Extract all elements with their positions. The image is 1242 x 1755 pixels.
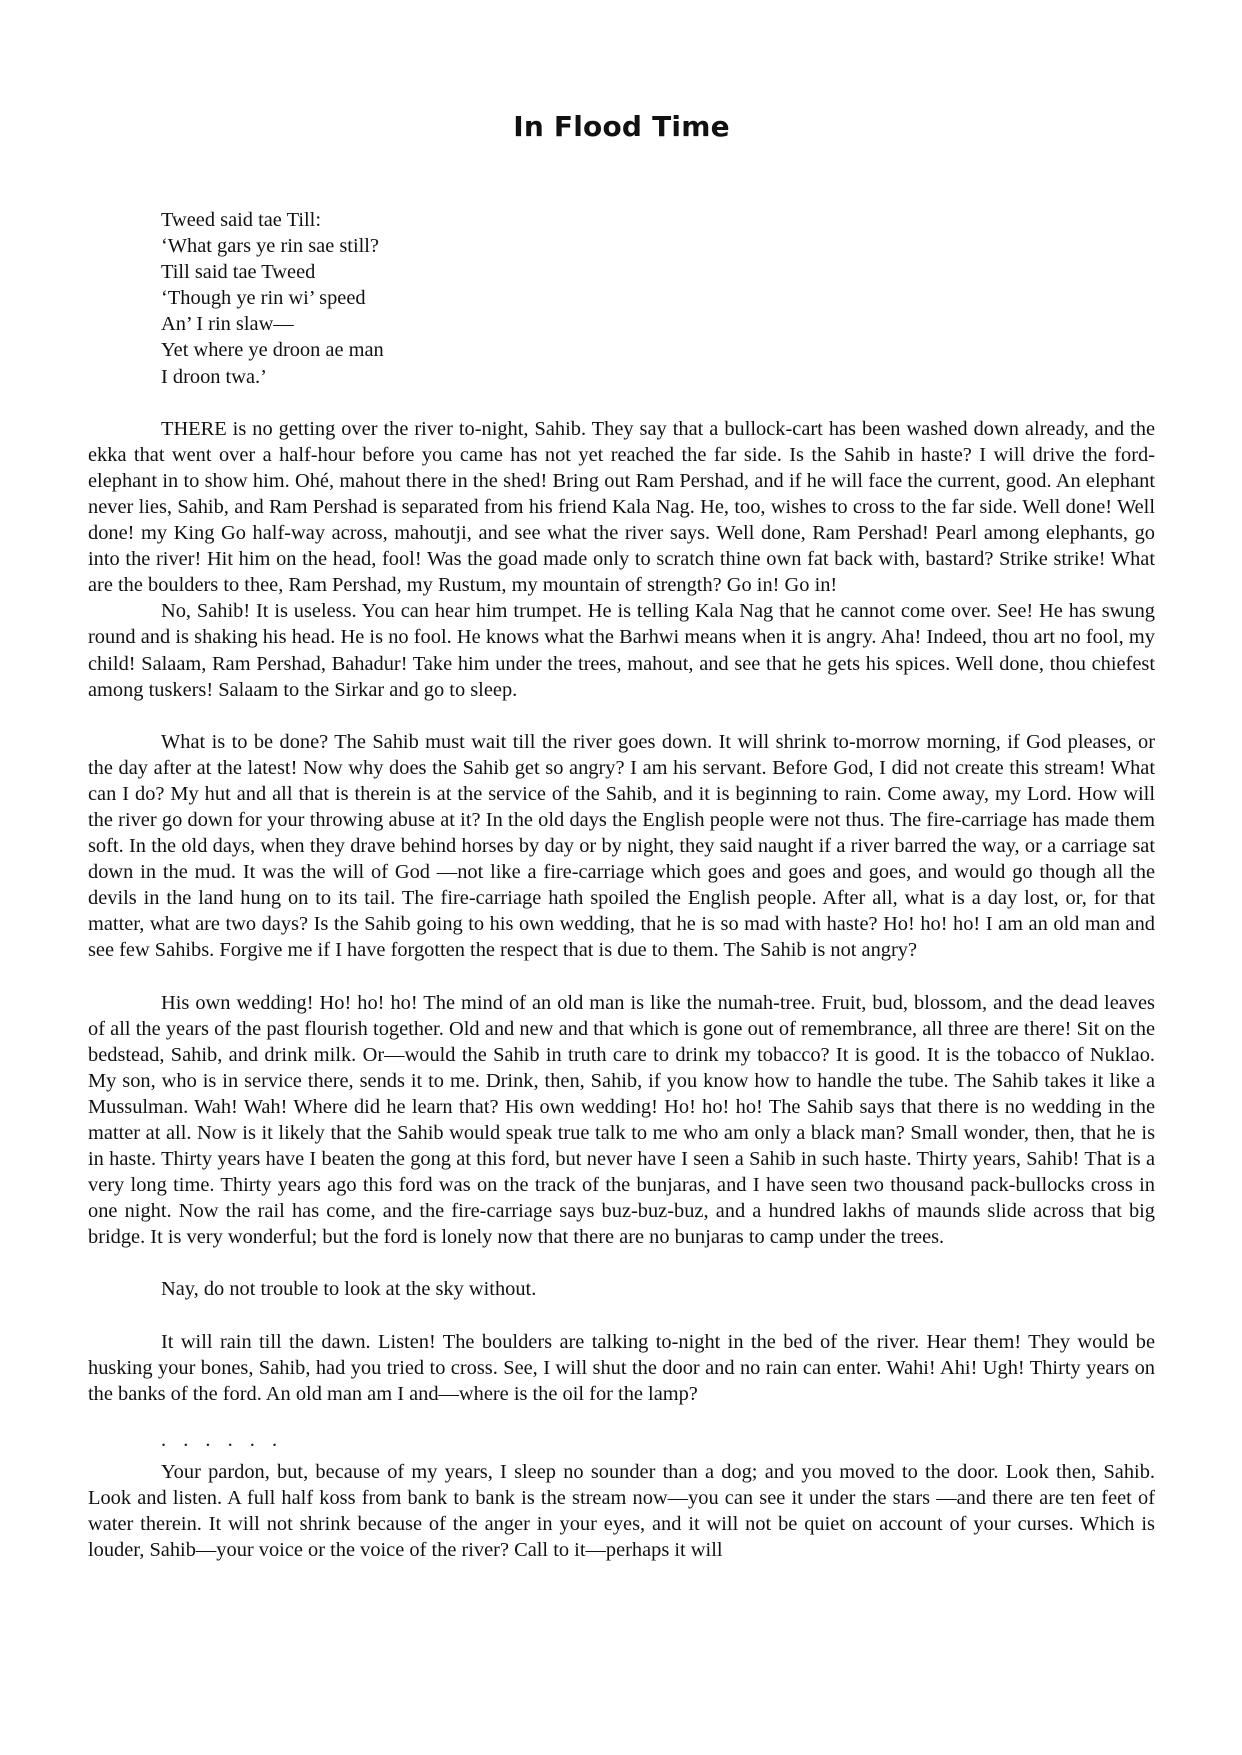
verse-line: An’ I rin slaw— xyxy=(161,313,294,336)
chapter-body xyxy=(88,207,1155,1563)
verse-line: ‘What gars ye rin sae still? xyxy=(161,235,379,258)
paragraph: It will rain till the dawn. Listen! The boulders are talking to-night in the bed of the river. Hear them! They would be husking your bones, Sahib, had you tried to cross. See, I will shut the door and no rain can enter. Wahi! Ahi! Ugh! Thirty years on the banks of the ford. An old man am I and—where is the oil for the lamp? xyxy=(88,1330,1155,1405)
paragraph: His own wedding! Ho! ho! ho! The mind of an old man is like the numah-tree. Fruit, bud, blossom, and the dead leaves of all the years of the past flourish together. Old and new and that which is gone out of remembrance, all three are there! Sit on the bedstead, Sahib, and drink milk. Or—would the Sahib in truth care to drink my tobacco? It is good. It is the tobacco of Nuklao. My son, who is in service there, sends it to me. Drink, then, Sahib, if you know how to handle the tube. The Sahib takes it like a Mussulman. Wah! Wah! Where did he learn that? His own wedding! Ho! ho! ho! The Sahib says that there is no wedding in the matter at all. Now is it likely that the Sahib would speak true talk to me who am only a black man? Small wonder, then, that he is in haste. Thirty years have I beaten the gong at this ford, but never have I seen a Sahib in such haste. Thirty years, Sahib! That is a very long time. Thirty years ago this ford was on the track of the bunjaras, and I have seen two thousand pack-bullocks cross in one night. Now the rail has come, and the fire-carriage says buz-buz-buz, and a hundred lakhs of maunds slide across that big bridge. It is very wonderful; but the ford is lonely now that there are no bunjaras to camp under the trees. xyxy=(88,991,1155,1249)
paragraph-gap xyxy=(88,1250,1155,1276)
verse-line: ‘Though ye rin wi’ speed xyxy=(161,287,366,310)
verse-line: Tweed said tae Till: xyxy=(161,209,321,231)
paragraph: What is to be done? The Sahib must wait till the river goes down. It will shrink to-morrow morning, if God pleases, or the day after at the latest! Now why does the Sahib get so angry? I am his servant. Before God, I did not create this stream! What can I do? My hut and all that is therein is at the service of the Sahib, and it is beginning to rain. Come away, my Lord. How will the river go down for your throwing abuse at it? In the old days the English people were not thus. The fire-carriage has made them soft. In the old days, when they drave behind horses by day or by night, they said naught if a river barred the way, or a carriage sat down in the mud. It was the will of God —not like a fire-carriage which goes and goes and goes, and would go though all the devils in the land hung on to its tail. The fire-carriage hath spoiled the English people. After all, what is a day lost, or, for that matter, what are two days? Is the Sahib going to his own wedding, that he is so mad with haste? Ho! ho! ho! I am an old man and see few Sahibs. Forgive me if I have forgotten the respect that is due to them. The Sahib is not angry? xyxy=(88,730,1155,962)
paragraph: Your pardon, but, because of my years, I sleep no sounder than a dog; and you moved to the door. Look then, Sahib. Look and listen. A full half koss from bank to bank is the stream now—you can see it under the stars —and there are ten feet of water therein. It will not shrink because of the anger in your eyes, and it will not be quiet on account of your curses. Which is louder, Sahib—your voice or the voice of the river? Call to it—perhaps it will xyxy=(88,1460,1155,1562)
chapter-title: In Flood Time xyxy=(513,110,730,143)
verse-line: Till said tae Tweed xyxy=(161,261,316,284)
section-break: . . . . . . xyxy=(161,1428,284,1451)
paragraph: THERE is no getting over the river to-night, Sahib. They say that a bullock-cart has been washed down already, and the ekka that went over a half-hour before you came has not yet reached the far side. Is the Sahib in haste? I will drive the ford-elephant in to show him. Ohé, mahout there in the shed! Bring out Ram Pershad, and if he will face the current, good. An elephant never lies, Sahib, and Ram Pershad is separated from his friend Kala Nag. He, too, wishes to cross to the far side. Well done! Well done! my King Go half-way across, mahoutji, and see what the river says. Well done, Ram Pershad! Pearl among elephants, go into the river! Hit him on the head, fool! Was the goad made only to scratch thine own fat back with, bastard? Strike strike! What are the boulders to thee, Ram Pershad, my Rustum, my mountain of strength? Go in! Go in! xyxy=(88,417,1155,597)
paragraph-gap xyxy=(88,1303,1155,1329)
paragraph: Nay, do not trouble to look at the sky without. xyxy=(161,1278,537,1301)
verse-line: I droon twa.’ xyxy=(161,365,267,388)
paragraph-gap xyxy=(88,703,1155,729)
epigraph-verse xyxy=(161,207,1155,390)
paragraph-gap xyxy=(88,964,1155,990)
paragraph: No, Sahib! It is useless. You can hear him trumpet. He is telling Kala Nag that he cannot come over. See! He has swung round and is shaking his head. He is no fool. He knows what the Barhwi means when it is angry. Aha! Indeed, thou art no fool, my child! Salaam, Ram Pershad, Bahadur! Take him under the trees, mahout, and see that he gets his spices. Well done, thou chiefest among tuskers! Salaam to the Sirkar and go to sleep. xyxy=(88,600,1155,701)
paragraph-gap xyxy=(88,390,1155,416)
verse-line: Yet where ye droon ae man xyxy=(161,339,384,362)
